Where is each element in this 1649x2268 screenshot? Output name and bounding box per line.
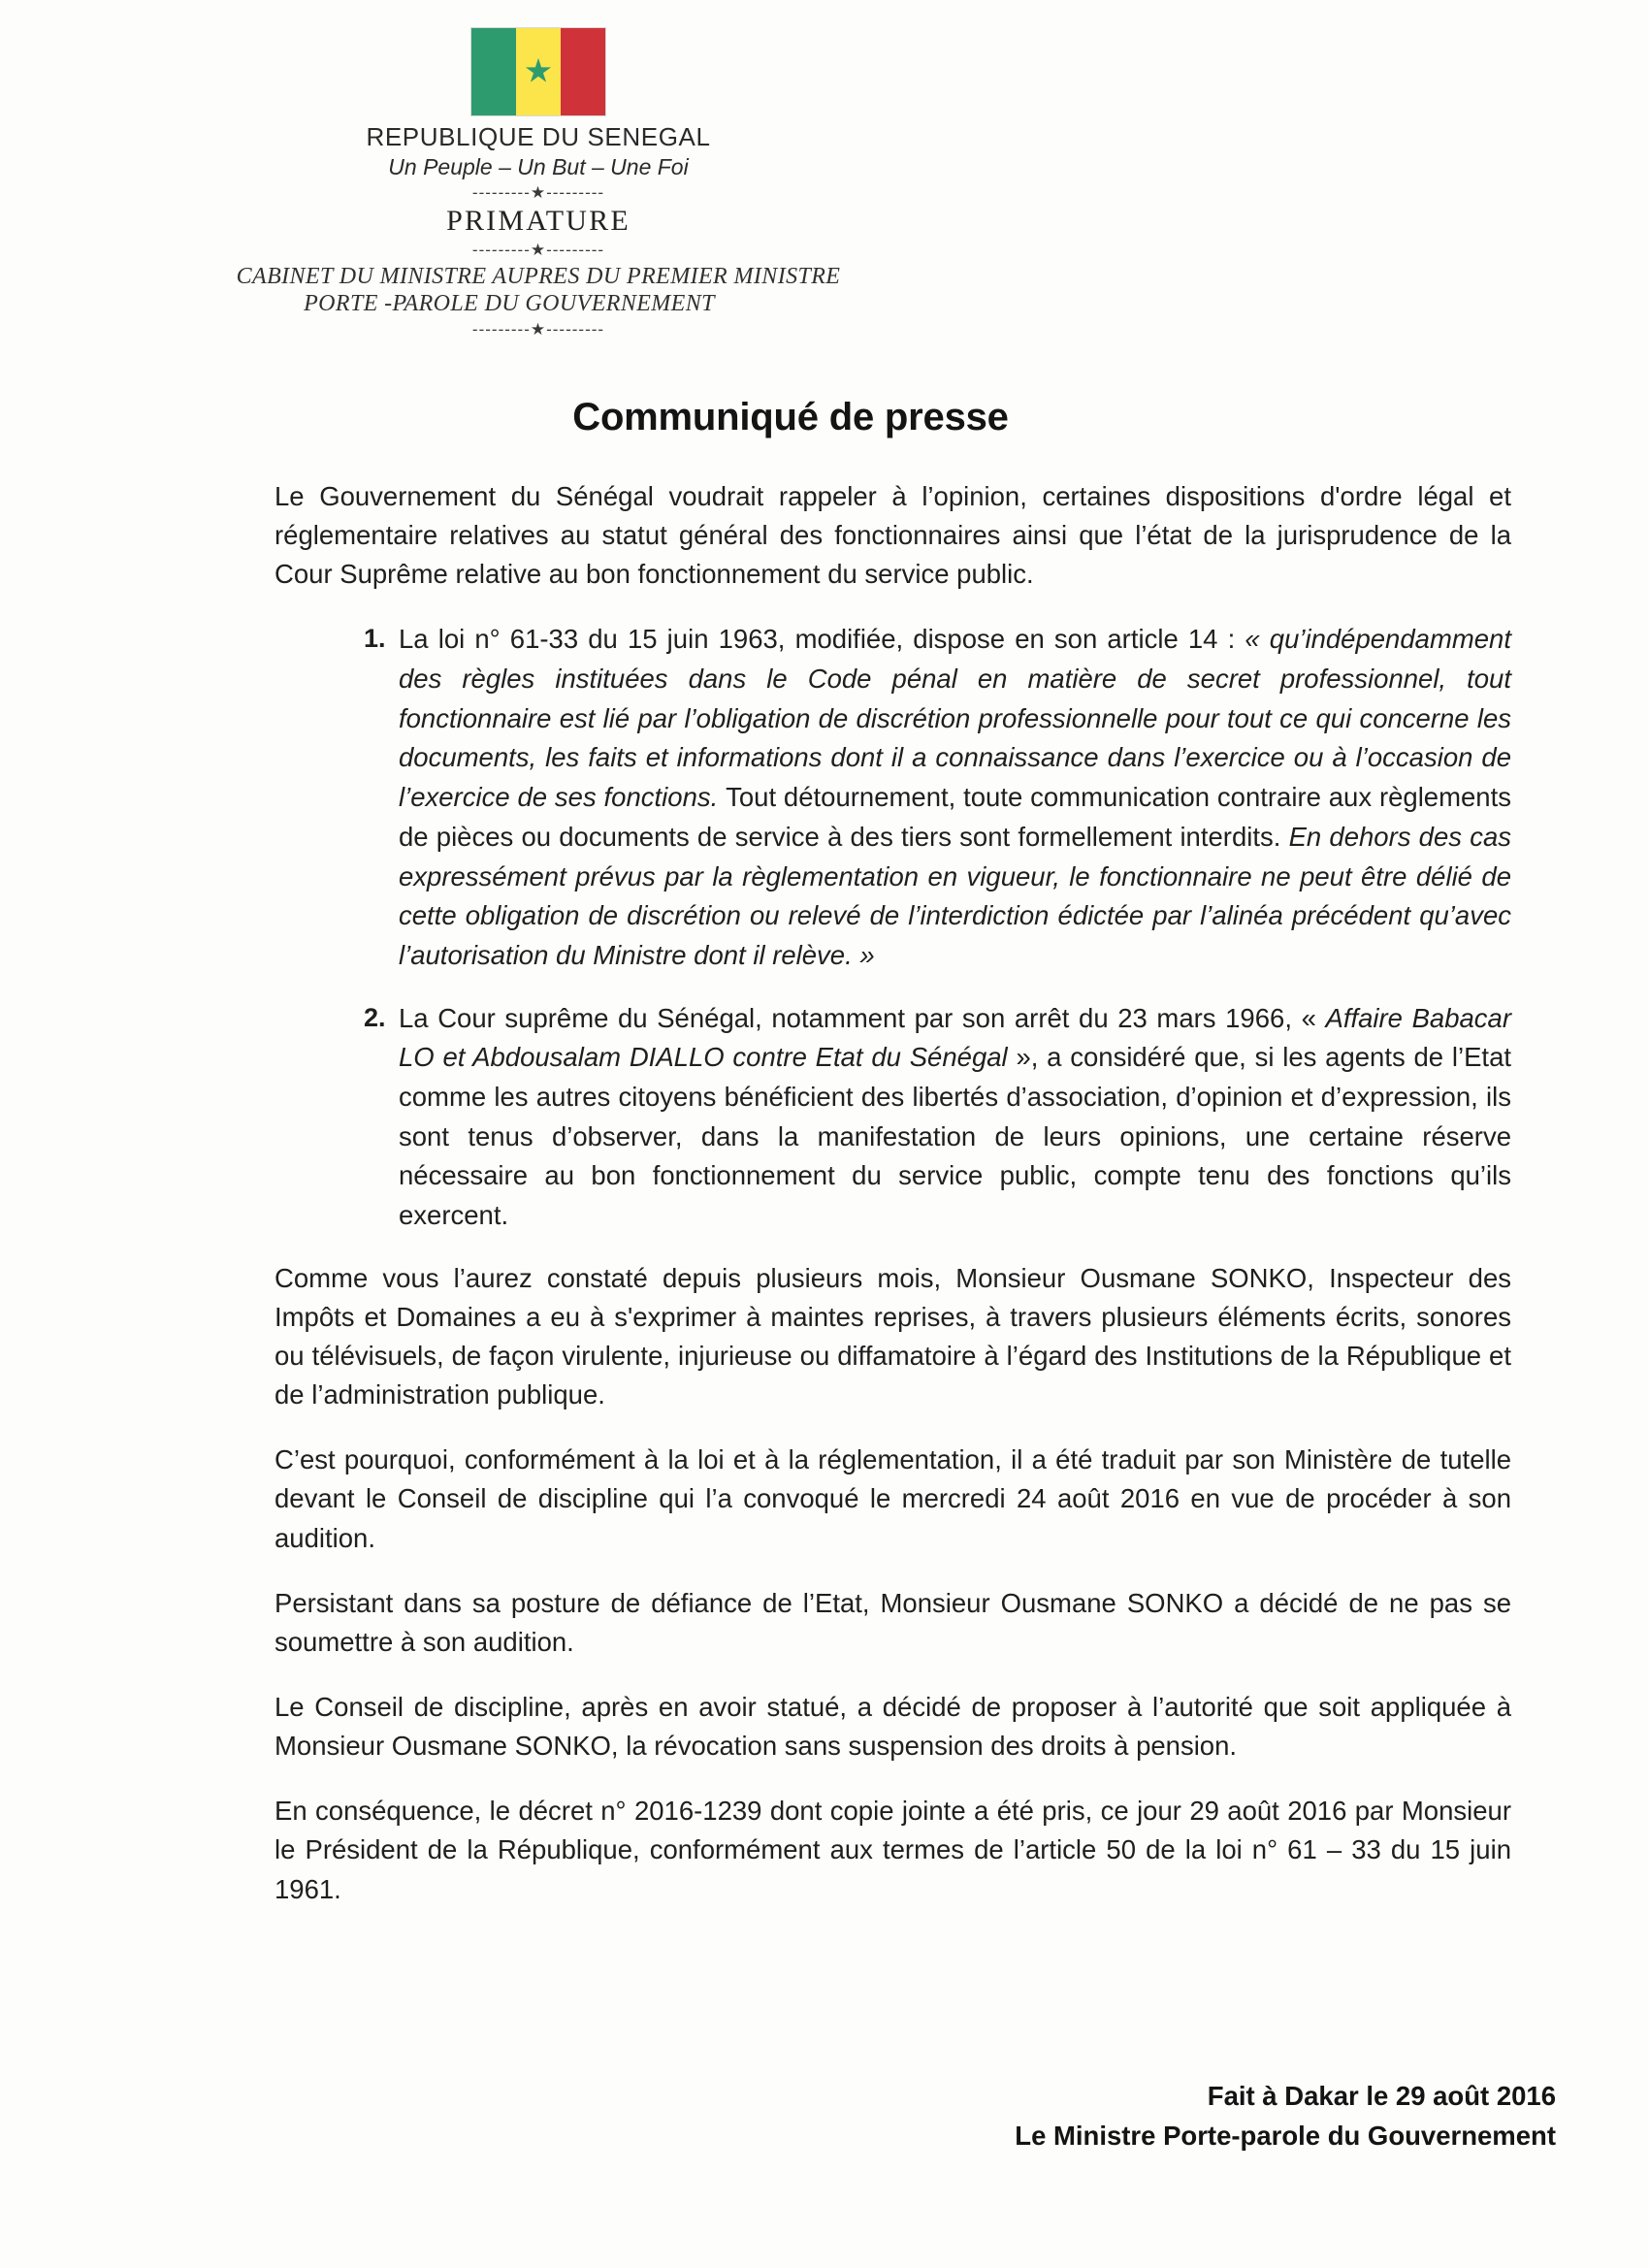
provision-quote-end: En dehors des cas expressément prévus par la règlementation en vigueur, le fonctionnaire ne peut être délié de cette obligation de discrétion ou relevé de l’interdiction édictée par l’alinéa précédent qu’avec l’autorisation du Ministre dont il relève. » xyxy=(399,821,1511,970)
paragraph-consequence: En conséquence, le décret n° 2016-1239 dont copie jointe a été pris, ce jour 29 août 2016 par Monsieur le Président de la République, conformément aux termes de l’article 50 de la loi n° 61 – 33 du 15 juin 1961. xyxy=(275,1796,1511,1904)
senegal-flag-icon xyxy=(470,27,606,116)
list-item xyxy=(275,999,1511,1236)
page-title: Communiqué de presse xyxy=(572,396,1009,438)
divider-star-3: ---------★--------- xyxy=(471,320,605,339)
provision-lead: La loi n° 61-33 du 15 juin 1963, modifiée, dispose en son article 14 : xyxy=(399,624,1245,655)
national-motto: Un Peuple – Un But – Une Foi xyxy=(388,154,689,179)
primature-heading: PRIMATURE xyxy=(446,205,630,237)
divider-star-2: ---------★--------- xyxy=(471,241,605,259)
list-marker: 1. xyxy=(364,624,386,654)
flag-star-icon: ★ xyxy=(523,52,554,90)
signature-signer: Le Ministre Porte-parole du Gouvernement xyxy=(1015,2121,1556,2152)
paragraph-conseil-discipline: Le Conseil de discipline, après en avoir statué, a décidé de proposer à l’autorité que soit appliquée à Monsieur Ousmane SONKO, la révocation sans suspension des droits à pension. xyxy=(275,1692,1511,1762)
provision-quote-mid: Tout détournement, toute communication contraire aux règlements de pièces ou documents de service à des tiers sont formellement interdits. xyxy=(399,782,1511,852)
flag-band-red xyxy=(561,28,605,115)
cabinet-line-1: CABINET DU MINISTRE AUPRES DU PREMIER MINISTRE xyxy=(236,264,841,289)
signature-place-date: Fait à Dakar le 29 août 2016 xyxy=(1207,2081,1556,2111)
divider-star-1: ---------★--------- xyxy=(471,183,605,202)
paragraph-cest-pourquoi: C’est pourquoi, conformément à la loi et à la réglementation, il a été traduit par son Ministère de tutelle devant le Conseil de discipline qui l’a convoqué le mercredi 24 août 2016 en vue de procéder à son audition. xyxy=(275,1444,1511,1553)
letterhead xyxy=(0,27,1077,341)
list-marker: 2. xyxy=(364,1002,386,1032)
flag-band-green xyxy=(471,28,516,115)
provision-lead: La Cour suprême du Sénégal, notamment par son arrêt du 23 mars 1966, « xyxy=(399,1002,1326,1033)
provision-quote-open: « qu’indépendamment des règles instituées dans le Code pénal en matière de secret professionnel, tout fonctionnaire est lié par l’obligation de discrétion professionnelle pour tout ce qui concerne les documents, les faits et informations dont il a connaissance dans l’exercice ou à l’occasion de l’exercice de ses fonctions. xyxy=(399,624,1511,813)
paragraph-persistant: Persistant dans sa posture de défiance de l’Etat, Monsieur Ousmane SONKO a décidé de ne pas se soumettre à son audition. xyxy=(275,1587,1511,1657)
legal-provisions-list xyxy=(275,620,1511,1235)
provision-tail: », a considéré que, si les agents de l’Etat comme les autres citoyens bénéficient des libertés d’association, d’opinion et d’expression, ils sont tenus d’observer, dans la manifestation de leurs opinions, une certaine réserve nécessaire au bon fonctionnement du service public, compte tenu des fonctions qu’ils exercent. xyxy=(399,1042,1512,1231)
cabinet-line-2: PORTE -PAROLE DU GOUVERNEMENT xyxy=(304,291,715,316)
paragraph-constat: Comme vous l’aurez constaté depuis plusieurs mois, Monsieur Ousmane SONKO, Inspecteur des Impôts et Domaines a eu à s'exprimer à maintes reprises, à travers plusieurs éléments écrits, sonores ou télévisuels, de façon virulente, injurieuse ou diffamatoire à l’égard des Institutions de la République et de l’administration publique. xyxy=(275,1262,1511,1410)
signature-block xyxy=(1015,2076,1556,2156)
document-body xyxy=(275,477,1511,1935)
intro-paragraph: Le Gouvernement du Sénégal voudrait rappeler à l’opinion, certaines dispositions d'ordre légal et réglementaire relatives au statut général des fonctionnaires ainsi que l’état de la jurisprudence de la Cour Suprême relative au bon fonctionnement du service public. xyxy=(275,481,1511,590)
republic-name: REPUBLIQUE DU SENEGAL xyxy=(366,122,711,151)
case-name: Affaire Babacar LO et Abdousalam DIALLO contre Etat du Sénégal xyxy=(399,1002,1512,1073)
list-item xyxy=(275,620,1511,975)
